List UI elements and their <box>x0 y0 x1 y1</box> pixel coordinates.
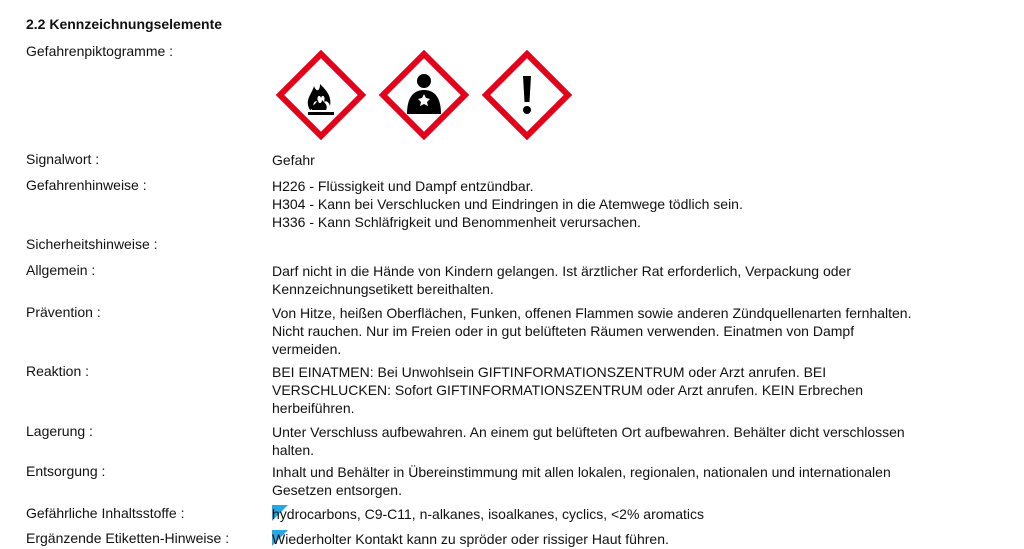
prevention-value <box>272 304 992 358</box>
flame-icon <box>276 50 366 140</box>
general-value <box>272 262 992 298</box>
prevention-line: Von Hitze, heißen Oberflächen, Funken, offenen Flammen sowie anderen Zündquellenarten fernhalten. <box>272 305 912 321</box>
disposal-label: Entsorgung : <box>26 463 106 479</box>
prevention-label: Prävention : <box>26 304 101 320</box>
exclamation-mark-icon <box>482 50 572 140</box>
reaction-line: BEI EINATMEN: Bei Unwohlsein GIFTINFORMATIONSZENTRUM oder Arzt anrufen. BEI <box>272 364 827 380</box>
hazard-statements-value <box>272 177 992 231</box>
signal-word-label: Signalwort : <box>26 151 100 167</box>
disposal-value <box>272 463 992 499</box>
prevention-line: Nicht rauchen. Nur im Freien oder in gut belüfteten Räumen verwenden. Einatmen von Dampf <box>272 323 855 339</box>
hazard-statement-line: H226 - Flüssigkeit und Dampf entzündbar. <box>272 178 534 194</box>
health-hazard-icon <box>379 50 469 140</box>
reaction-value <box>272 363 992 417</box>
hazard-statement-line: H336 - Kann Schläfrigkeit und Benommenheit verursachen. <box>272 214 641 230</box>
pictograms-label: Gefahrenpiktogramme : <box>26 43 174 59</box>
hazardous-components-label: Gefährliche Inhaltsstoffe : <box>26 505 185 521</box>
prevention-line: vermeiden. <box>272 341 342 357</box>
general-line: Darf nicht in die Hände von Kindern gelangen. Ist ärztlicher Rat erforderlich, Verpackung oder <box>272 263 851 279</box>
reaction-line: herbeiführen. <box>272 400 355 416</box>
storage-label: Lagerung : <box>26 423 93 439</box>
storage-line: halten. <box>272 442 315 458</box>
section-title: 2.2 Kennzeichnungselemente <box>26 16 223 32</box>
disposal-line: Gesetzen entsorgen. <box>272 482 402 498</box>
hazardous-components-value: hydrocarbons, C9-C11, n-alkanes, isoalkanes, cyclics, <2% aromatics <box>272 506 704 522</box>
storage-line: Unter Verschluss aufbewahren. An einem gut belüfteten Ort aufbewahren. Behälter dicht verschlossen <box>272 424 905 440</box>
supplemental-label: Ergänzende Etiketten-Hinweise : <box>26 530 230 546</box>
reaction-label: Reaktion : <box>26 363 90 379</box>
reaction-line: VERSCHLUCKEN: Sofort GIFTINFORMATIONSZENTRUM oder Arzt anrufen. KEIN Erbrechen <box>272 382 863 398</box>
hazard-statements-label: Gefahrenhinweise : <box>26 177 147 193</box>
general-label: Allgemein : <box>26 262 96 278</box>
supplemental-value: Wiederholter Kontakt kann zu spröder oder rissiger Haut führen. <box>272 531 669 547</box>
hazard-statement-line: H304 - Kann bei Verschlucken und Eindringen in die Atemwege tödlich sein. <box>272 196 743 212</box>
precautionary-label: Sicherheitshinweise : <box>26 236 158 252</box>
storage-value <box>272 423 992 459</box>
disposal-line: Inhalt und Behälter in Übereinstimmung mit allen lokalen, regionalen, nationalen und internationalen <box>272 464 891 480</box>
general-line: Kennzeichnungsetikett bereithalten. <box>272 281 494 297</box>
signal-word-value: Gefahr <box>272 152 315 168</box>
